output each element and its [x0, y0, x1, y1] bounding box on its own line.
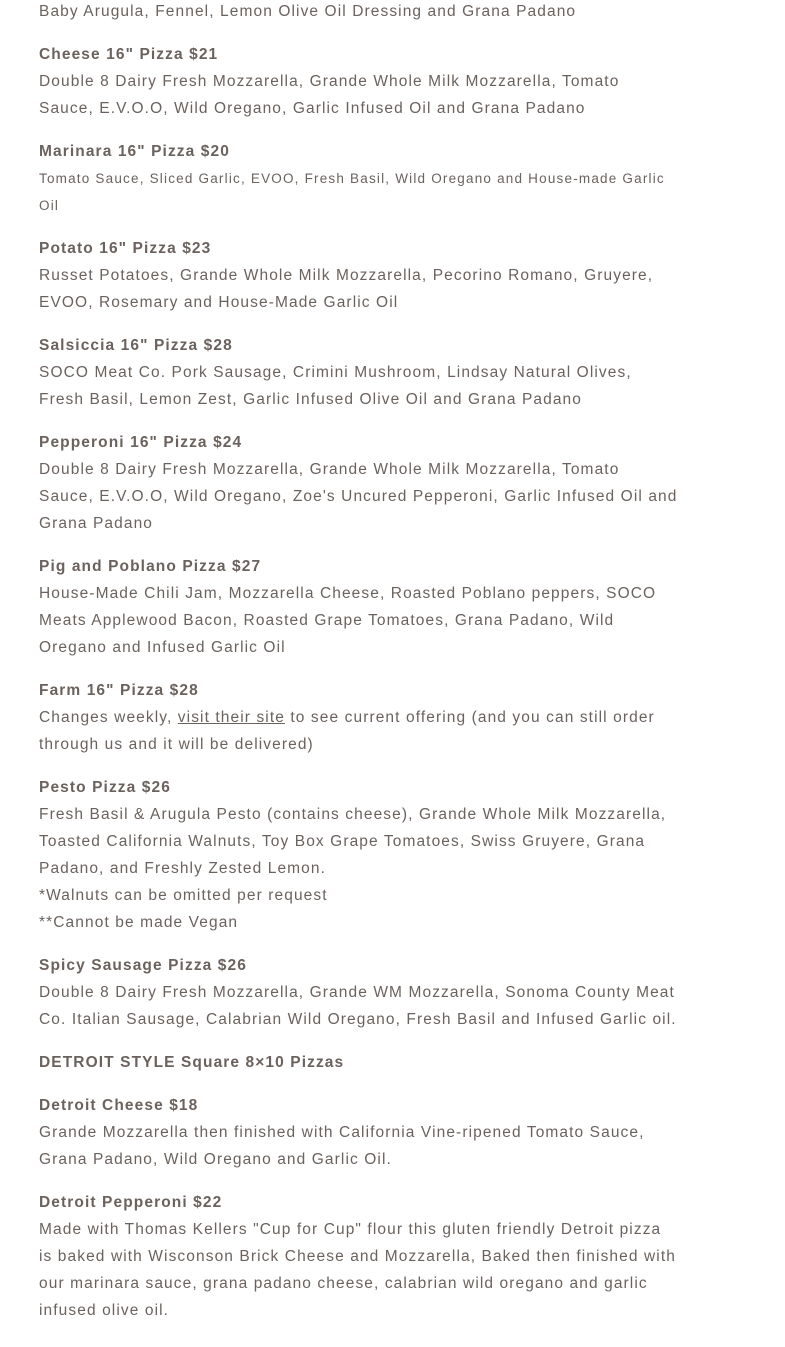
menu-item-description: Fresh Basil & Arugula Pesto (contains cheese), Grande Whole Milk Mozzarella, Toasted California Walnuts, Toy Box Grape Tomatoes, Swiss Gruyere, Grana Padano, and Freshly Zested Lemon.	[39, 806, 667, 877]
menu-item-potato	[39, 235, 679, 316]
menu-item-description: Grande Mozzarella then finished with California Vine-ripened Tomato Sauce, Grana Padano, Wild Oregano and Garlic Oil.	[39, 1124, 645, 1168]
pizza-menu	[39, 0, 679, 1340]
menu-item-description: Double 8 Dairy Fresh Mozzarella, Grande Whole Milk Mozzarella, Tomato Sauce, E.V.O.O, Wild Oregano, Zoe's Uncured Pepperoni, Garlic Infused Oil and Grana Padano	[39, 461, 678, 532]
menu-item-pig-and-poblano	[39, 553, 679, 661]
menu-item-description: Russet Potatoes, Grande Whole Milk Mozzarella, Pecorino Romano, Gruyere, EVOO, Rosemary and House-Made Garlic Oil	[39, 267, 654, 311]
menu-item-note: *Walnuts can be omitted per request	[39, 887, 328, 904]
menu-item-description: Double 8 Dairy Fresh Mozzarella, Grande Whole Milk Mozzarella, Tomato Sauce, E.V.O.O, Wild Oregano, Garlic Infused Oil and Grana Padano	[39, 73, 620, 117]
menu-item-pepperoni	[39, 429, 679, 537]
menu-item-title: Detroit Cheese $18	[39, 1097, 199, 1114]
menu-item-title: Detroit Pepperoni $22	[39, 1194, 223, 1211]
menu-item-title: Pepperoni 16" Pizza $24	[39, 434, 243, 451]
menu-item-title: Salsiccia 16" Pizza $28	[39, 337, 233, 354]
menu-item-salsiccia	[39, 332, 679, 413]
farm-text-before: Changes weekly,	[39, 709, 178, 726]
menu-item-note: **Cannot be made Vegan	[39, 914, 239, 931]
menu-item-title: Pesto Pizza $26	[39, 779, 171, 796]
menu-item-title: Marinara 16" Pizza $20	[39, 143, 230, 160]
farm-text-after: to see current offering (and you can still order through us and it will be delivered)	[39, 709, 655, 753]
menu-item-cheese	[39, 41, 679, 122]
menu-item-description: Double 8 Dairy Fresh Mozzarella, Grande WM Mozzarella, Sonoma County Meat Co. Italian Sausage, Calabrian Wild Oregano, Fresh Basil and Infused Garlic oil.	[39, 984, 677, 1028]
menu-item-description: Tomato Sauce, Sliced Garlic, EVOO, Fresh Basil, Wild Oregano and House-made Garlic Oil	[39, 171, 665, 213]
menu-item-marinara	[39, 138, 679, 219]
menu-item-title: Farm 16" Pizza $28	[39, 682, 199, 699]
menu-item-description: House-Made Chili Jam, Mozzarella Cheese, Roasted Poblano peppers, SOCO Meats Applewood Bacon, Roasted Grape Tomatoes, Grana Padano, Wild Oregano and Infused Garlic Oil	[39, 585, 657, 656]
menu-item-detroit-cheese	[39, 1092, 679, 1173]
menu-item-description: Made with Thomas Kellers "Cup for Cup" flour this gluten friendly Detroit pizza is baked with Wisconson Brick Cheese and Mozzarella, Baked then finished with our marinara sauce, grana padano cheese, calabrian wild oregano and garlic infused olive oil.	[39, 1221, 676, 1319]
menu-item-description	[39, 704, 679, 758]
menu-item-farm	[39, 677, 679, 758]
visit-site-link[interactable]: visit their site	[177, 709, 285, 726]
menu-item-detroit-pepperoni	[39, 1189, 679, 1324]
menu-item-pesto	[39, 774, 679, 936]
detroit-section-heading: DETROIT STYLE Square 8×10 Pizzas	[39, 1054, 345, 1071]
menu-item-title: Cheese 16" Pizza $21	[39, 46, 219, 63]
menu-item-description: SOCO Meat Co. Pork Sausage, Crimini Mushroom, Lindsay Natural Olives, Fresh Basil, Lemon Zest, Garlic Infused Olive Oil and Grana Padano	[39, 364, 632, 408]
menu-item-title: Spicy Sausage Pizza $26	[39, 957, 247, 974]
intro-text: Baby Arugula, Fennel, Lemon Olive Oil Dressing and Grana Padano	[39, 3, 577, 20]
menu-item-title: Potato 16" Pizza $23	[39, 240, 212, 257]
menu-item-title: Pig and Poblano Pizza $27	[39, 558, 262, 575]
menu-item-spicy-sausage	[39, 952, 679, 1033]
